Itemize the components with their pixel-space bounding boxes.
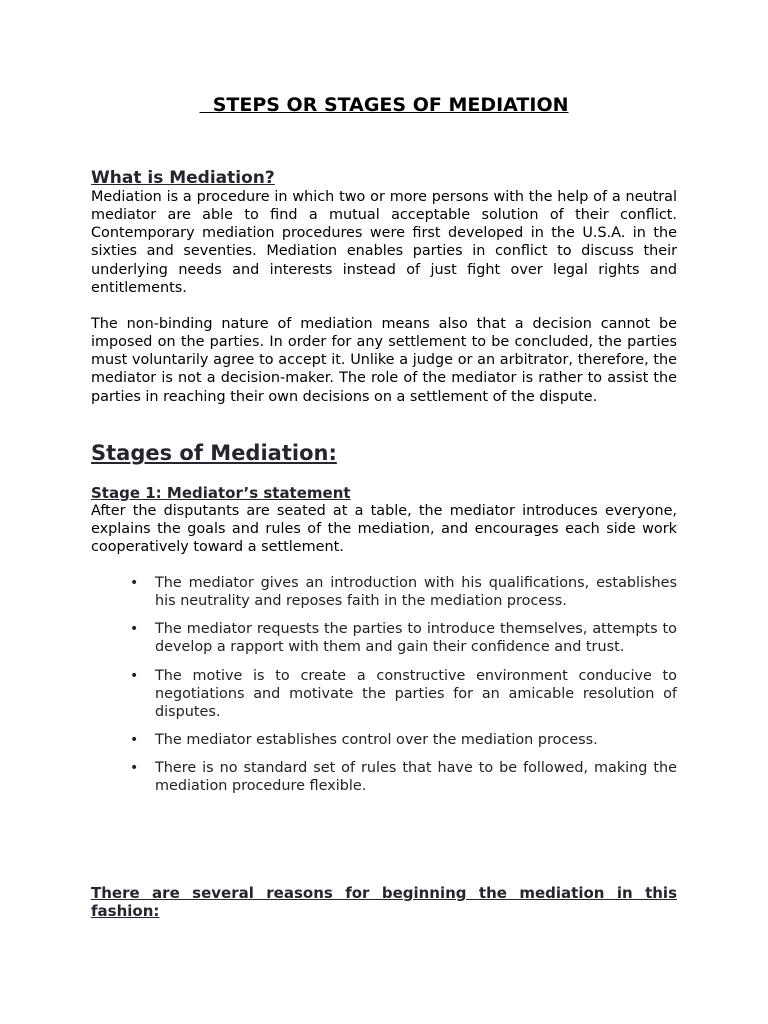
paragraph-non-binding-nature: The non-binding nature of mediation means also that a decision cannot be imposed on the parties. In order for any settlement to be concluded, the parties must voluntarily agree to accept it. Unlike a judge or an arbitrator, therefore, the mediator is not a decision-maker. The role of the mediator is rather to assist the parties in reaching their own decisions on a settlement of the dispute.	[91, 316, 677, 405]
list-item: • The mediator requests the parties to introduce themselves, attempts to develop a rapport with them and gain their confidence and trust.	[130, 621, 677, 656]
bullet-icon: •	[130, 575, 139, 591]
bullet-icon: •	[130, 621, 139, 638]
stage-1-bullet-list	[91, 574, 677, 806]
bullet-icon: •	[130, 760, 139, 777]
bullet-icon: •	[130, 667, 139, 684]
paragraph-mediation-definition: Mediation is a procedure in which two or more persons with the help of a neutral mediator are able to find a mutual acceptable solution of their conflict. Contemporary mediation procedures were first developed in the U.S.A. in the sixties and seventies. Mediation enables parties in conflict to discuss their underlying needs and interests instead of just fight over legal rights and entitlements.	[91, 189, 677, 296]
heading-stage-1: Stage 1: Mediator’s statement	[91, 484, 351, 502]
bullet-icon: •	[130, 732, 139, 749]
heading-stages-of-mediation: Stages of Mediation:	[91, 441, 337, 465]
document-title: STEPS OR STAGES OF MEDIATION	[199, 94, 569, 116]
list-item: • The mediator establishes control over the mediation process.	[130, 732, 598, 749]
heading-reasons: There are several reasons for beginning the mediation in this fashion:	[91, 884, 677, 920]
list-item: • The mediator gives an introduction with his qualifications, establishes his neutrality and reposes faith in the mediation process.	[130, 575, 677, 610]
paragraph-stage-1-intro: After the disputants are seated at a table, the mediator introduces everyone, explains the goals and rules of the mediation, and encourages each side work cooperatively toward a settlement.	[91, 503, 677, 556]
heading-what-is-mediation: What is Mediation?	[91, 168, 275, 188]
list-item: • There is no standard set of rules that have to be followed, making the mediation procedure flexible.	[130, 760, 677, 795]
list-item: • The motive is to create a constructive environment conducive to negotiations and motivate the parties for an amicable resolution of disputes.	[130, 667, 677, 720]
